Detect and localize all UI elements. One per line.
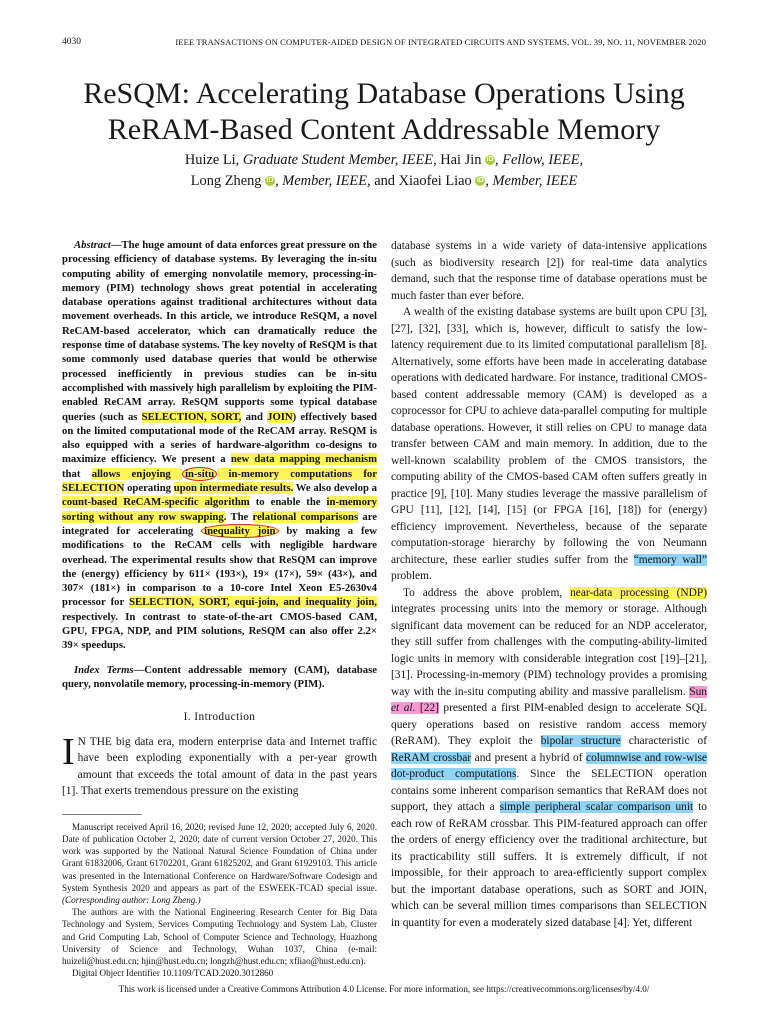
author-jin-role: , Fellow, IEEE, [495, 152, 584, 168]
highlight: JOIN [267, 410, 293, 423]
body-text: integrates processing units into the memory or storage. Although significant data movement can be reduced for an NDP accelerator, they still suffer from challenges with the computing-ability-limited logic units in memory with considerable integration cost [19]–[21], [31]. Processing-in-memory (PIM) technology provides a promising way with the in-situ computing ability and massive parallelism. [391, 603, 707, 698]
body-text: and present a hybrid of [471, 751, 587, 764]
orcid-icon[interactable]: iD [266, 177, 274, 184]
body-text: problem. [391, 570, 432, 582]
body-text: to each row of ReRAM crossbar. This PIM-featured approach can offer the orders of energy efficiency over the traditional architecture, but its practicability still suffers. It is extremely difficult, if not impossible, for their approach to area-efficiently support complex but the important database operations, such as SORT and JOIN, which can be several million times comparisons than SELECTION in quantity for even a moderately sized database [4]. Yet, different [391, 801, 707, 929]
author-line-1 [40, 150, 728, 171]
abstract-text: by making a few modifications to the ReCAM cells with negligible hardware overhead. The experimental results show that ReSQM can improve the (energy) efficiency by 611× (193×), 19× (17×), 59× (43×), and 307× (181×) in comparison to a 10-core Intel Xeon E5-2630v4 processor for [62, 524, 377, 609]
abstract-text: operating [124, 482, 174, 495]
abstract [62, 238, 377, 653]
citation-etal: et al. [391, 702, 416, 714]
orcid-icon[interactable]: iD [476, 177, 484, 184]
intro-text: big data era, modern enterprise data and Internet traffic have been exploding exponentially with a per-year growth amount that exceeds the total amount of data in the past years [1]. That exerts tremendous pressure on the existing [62, 735, 378, 798]
author-liao-role: , Member, IEEE [485, 173, 578, 189]
circled-annotation: inequality join [201, 524, 278, 538]
highlight: count-based ReCAM-specific algorithm [62, 496, 250, 509]
corresponding-author: (Corresponding author: Long Zheng.) [62, 894, 201, 905]
author-li: Huize Li, [184, 152, 243, 168]
abstract-text: that [62, 467, 92, 480]
abstract-text: and [241, 410, 268, 423]
index-terms-text: —Content addressable memory (CAM), database query, nonvolatile memory, processing-in-memory (PIM). [62, 663, 377, 690]
footnote-manuscript [62, 821, 377, 906]
body-paragraph: database systems in a wide variety of data-intensive applications (such as biodiversity research [2]) for real-time data analytics demand, such that the response time of database operations must be much faster than ever before. [391, 240, 707, 302]
body-text: A wealth of the existing database systems are built upon CPU [3], [27], [32], [33], which is, however, difficult to satisfy the low-latency requirement due to its limited computational parallelism [8]. Alternatively, some efforts have been made in accelerating database operations with dedicated hardware. For instance, traditional CMOS-based content addressable memory (CAM) is developed as a coprocessor for CPU to achieve data-parallel computing for multiple database operations. However, it still relies on CPU to manage data transfer between CAM and main memory. In addition, due to the well-known scalability problem of the CMOS transistors, the computing ability of the CMOS-based CAM often suffers greatly in practice [9], [10]. Many studies leverage the massive parallelism of GPU [11], [12], [14], [15] (or FPGA [16], [18]) for (energy) efficiency improvement. Nevertheless, because of the separate computation-storage hierarchy by following the von Neumann architecture, these earlier studies suffer from the [391, 306, 707, 566]
footnote-doi[interactable]: Digital Object Identifier 10.1109/TCAD.2020.3012860 [72, 968, 274, 979]
body-text: To address the above problem, [403, 586, 571, 599]
abstract-text: —The huge amount of data enforces great pressure on the processing efficiency of database systems. By leveraging the in-situ computing ability of emerging nonvolatile memory, processing-in-memory (PIM) technology shows great potential in accelerating database operations against traditional architectures without data movement overheads. In this article, we introduce ReSQM, a novel ReCAM-based accelerator, which can dramatically reduce the response time of database systems. The key novelty of ReSQM is that some commonly used database queries that would be otherwise processed inefficiently in previous studies can be in-situ accomplished with massively high parallelism by exploiting the PIM-enabled ReCAM array. ReSQM supports some typical database queries (such as [62, 239, 377, 423]
citation-ref: [22] [415, 702, 439, 714]
license-notice: This work is licensed under a Creative Commons Attribution 4.0 License. For more information, see https://creativecommons.org/licenses/by/4.0/ [118, 984, 650, 994]
author-liao: and Xiaofei Liao [370, 173, 472, 189]
highlight: near-data processing (NDP) [570, 586, 707, 599]
author-li-role: Graduate Student Member, IEEE [242, 152, 434, 168]
abstract-label: Abstract [74, 239, 111, 251]
abstract-text: ) effectively based on the limited computational mode of the ReCAM array. ReSQM is also equipped with a series of hardware-algorithm co-designs to maximize efficiency. We present a [62, 410, 377, 466]
highlight: allows enjoying [91, 467, 183, 480]
highlight: relational comparisons [252, 510, 359, 523]
highlight: columnwise and row-wise dot-product computations [391, 751, 707, 780]
author-list [40, 150, 728, 192]
abstract-text: to enable the [249, 496, 327, 509]
footnote-rule [62, 814, 142, 815]
footnote-affiliation: The authors are with the National Engineering Research Center for Big Data Technology and System, Services Computing Technology and System Lab, Cluster and Grid Computing Lab, School of Computer Science and Technology, Huazhong University of Science and Technology, Wuhan 1037, China (e-mail: huizeli@hust.edu.cn; hjin@hust.edu.cn; longzh@hust.edu.cn; xfliao@hust.edu.cn). [62, 907, 377, 966]
intro-lead: N THE [77, 735, 112, 748]
highlight: upon intermediate results. [173, 482, 294, 495]
author-zheng-role: , Member, IEEE, [275, 173, 371, 189]
abstract-text: We also develop a [293, 482, 377, 495]
author-jin: , Hai Jin [433, 152, 482, 168]
highlight: in-memory sorting without any row swapping. [62, 496, 377, 523]
body-text: presented a first PIM-enabled design to accelerate SQL query operations based on resistive random access memory (ReRAM). They exploit the [391, 702, 707, 747]
title-line-2: ReRAM-Based Content Addressable Memory [107, 113, 661, 146]
page-number: 4030 [62, 37, 81, 47]
highlight: new data mapping mechanism [230, 453, 377, 466]
title-line-1: ReSQM: Accelerating Database Operations Using [83, 77, 685, 110]
abstract-text: respectively. In contrast to state-of-the-art CMOS-based CAM, GPU, FPGA, NDP, and PIM solutions, ReSQM can also offer 2.2× 39× speedups. [62, 610, 377, 652]
citation-author: Sun [689, 685, 707, 698]
index-terms-label: Index Terms [74, 663, 134, 676]
orcid-icon[interactable]: iD [486, 156, 494, 163]
author-zheng: Long Zheng [190, 173, 262, 189]
paper-title [40, 76, 728, 148]
author-line-2 [40, 171, 728, 192]
left-column [62, 238, 377, 979]
highlight: bipolar structure [540, 735, 621, 747]
body-paragraph [391, 304, 707, 585]
right-column [391, 238, 707, 931]
section-heading: I. Introduction [183, 711, 256, 724]
running-header: IEEE TRANSACTIONS ON COMPUTER-AIDED DESIGN OF INTEGRATED CIRCUITS AND SYSTEMS, VOL. 39, NO. 11, NOVEMBER 2020 [175, 37, 706, 47]
highlight: SELECTION, SORT, equi-join, and inequality join, [129, 596, 377, 609]
body-text: characteristic of [620, 735, 707, 747]
index-terms [62, 663, 377, 692]
highlight: simple peripheral scalar comparison unit [499, 801, 694, 813]
intro-paragraph [62, 730, 378, 800]
highlight: in-memory computations for SELECTION [62, 467, 378, 495]
abstract-text: The [226, 510, 253, 523]
drop-cap: I [62, 730, 75, 773]
highlight: “memory wall” [633, 553, 708, 566]
circled-annotation: in-situ [182, 467, 217, 481]
abstract-text: are integrated for accelerating [62, 510, 377, 537]
body-paragraph [391, 585, 707, 932]
highlight: SELECTION, SORT, [141, 410, 242, 423]
footnote-text: Manuscript received April 16, 2020; revised June 12, 2020; accepted July 6, 2020. Date of publication October 2, 2020; date of current version October 27, 2020. This work was supported by the National Natural Science Foundation of China under Grant 61832006, Grant 61702201, Grant 61825202, and Grant 61929103. This article was presented in the International Conference on Hardware/Software Codesign and System Synthesis 2020 and appears as part of the ESWEEK-TCAD special issue. [62, 821, 377, 893]
body-text: . Since the SELECTION operation contains some inherent comparison semantics that ReRAM does not support, they attach a [391, 768, 707, 813]
highlight: ReRAM crossbar [391, 751, 472, 764]
